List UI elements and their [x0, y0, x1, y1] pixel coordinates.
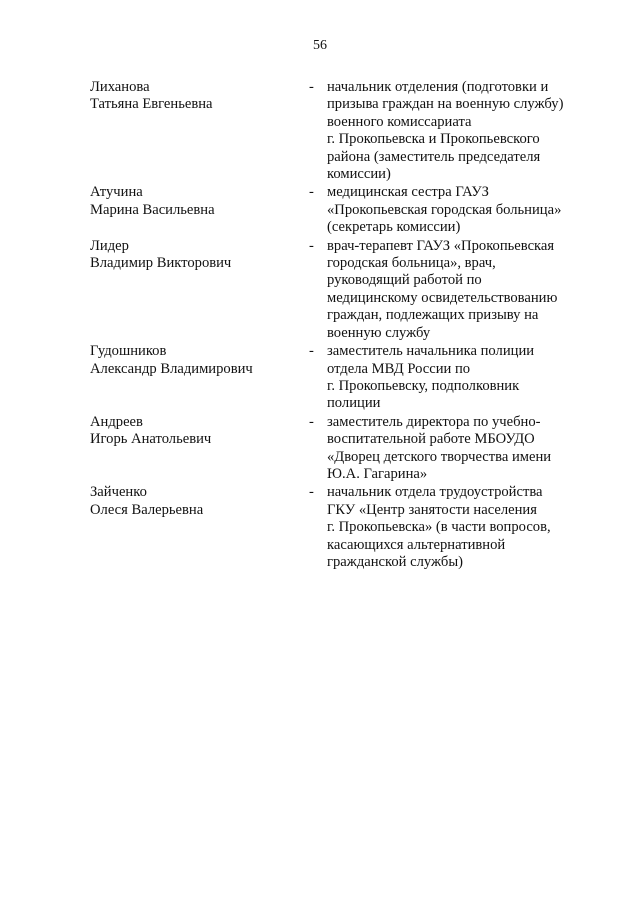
member-dash: -: [309, 413, 314, 430]
page-number: 56: [313, 38, 327, 53]
member-role: начальник отдела трудоустройства ГКУ «Центр занятости населения г. Прокопьевска» (в части вопросов, касающихся альтернативной гражданской службы): [327, 484, 551, 570]
commission-members-list: [0, 79, 640, 572]
member-name: Гудошников Александр Владимирович: [90, 343, 253, 377]
member-name: Лидер Владимир Викторович: [90, 237, 232, 272]
member-role: заместитель директора по учебно- воспитательной работе МБОУДО «Дворец детского творчества имени Ю.А. Гагарина»: [327, 413, 552, 482]
member-entry: [0, 79, 640, 183]
member-dash: -: [309, 484, 314, 501]
member-entry: [0, 238, 640, 342]
member-entry: [0, 414, 640, 484]
member-dash: -: [309, 79, 314, 95]
member-role: заместитель начальника полиции отдела МВД России по г. Прокопьевску, подполковник полиции: [327, 343, 535, 412]
member-name: Зайченко Олеся Валерьевна: [90, 484, 204, 518]
member-dash: -: [309, 237, 314, 254]
member-dash: -: [309, 184, 314, 201]
member-entry: [0, 484, 640, 571]
member-dash: -: [309, 343, 314, 360]
member-name: Атучина Марина Васильевна: [90, 184, 215, 218]
member-entry: [0, 343, 640, 413]
member-name: Андреев Игорь Анатольевич: [90, 413, 212, 448]
member-role: медицинская сестра ГАУЗ «Прокопьевская городская больница» (секретарь комиссии): [327, 184, 562, 236]
member-role: начальник отделения (подготовки и призыва граждан на военную службу) военного комиссариата г. Прокопьевска и Прокопьевского района (заместитель председателя комиссии): [327, 79, 564, 183]
member-name: Лиханова Татьяна Евгеньевна: [90, 79, 213, 113]
member-entry: [0, 184, 640, 236]
member-role: врач-терапевт ГАУЗ «Прокопьевская городская больница», врач, руководящий работой по медицинскому освидетельствованию граждан, подлежащих призыву на военную службу: [327, 237, 558, 341]
